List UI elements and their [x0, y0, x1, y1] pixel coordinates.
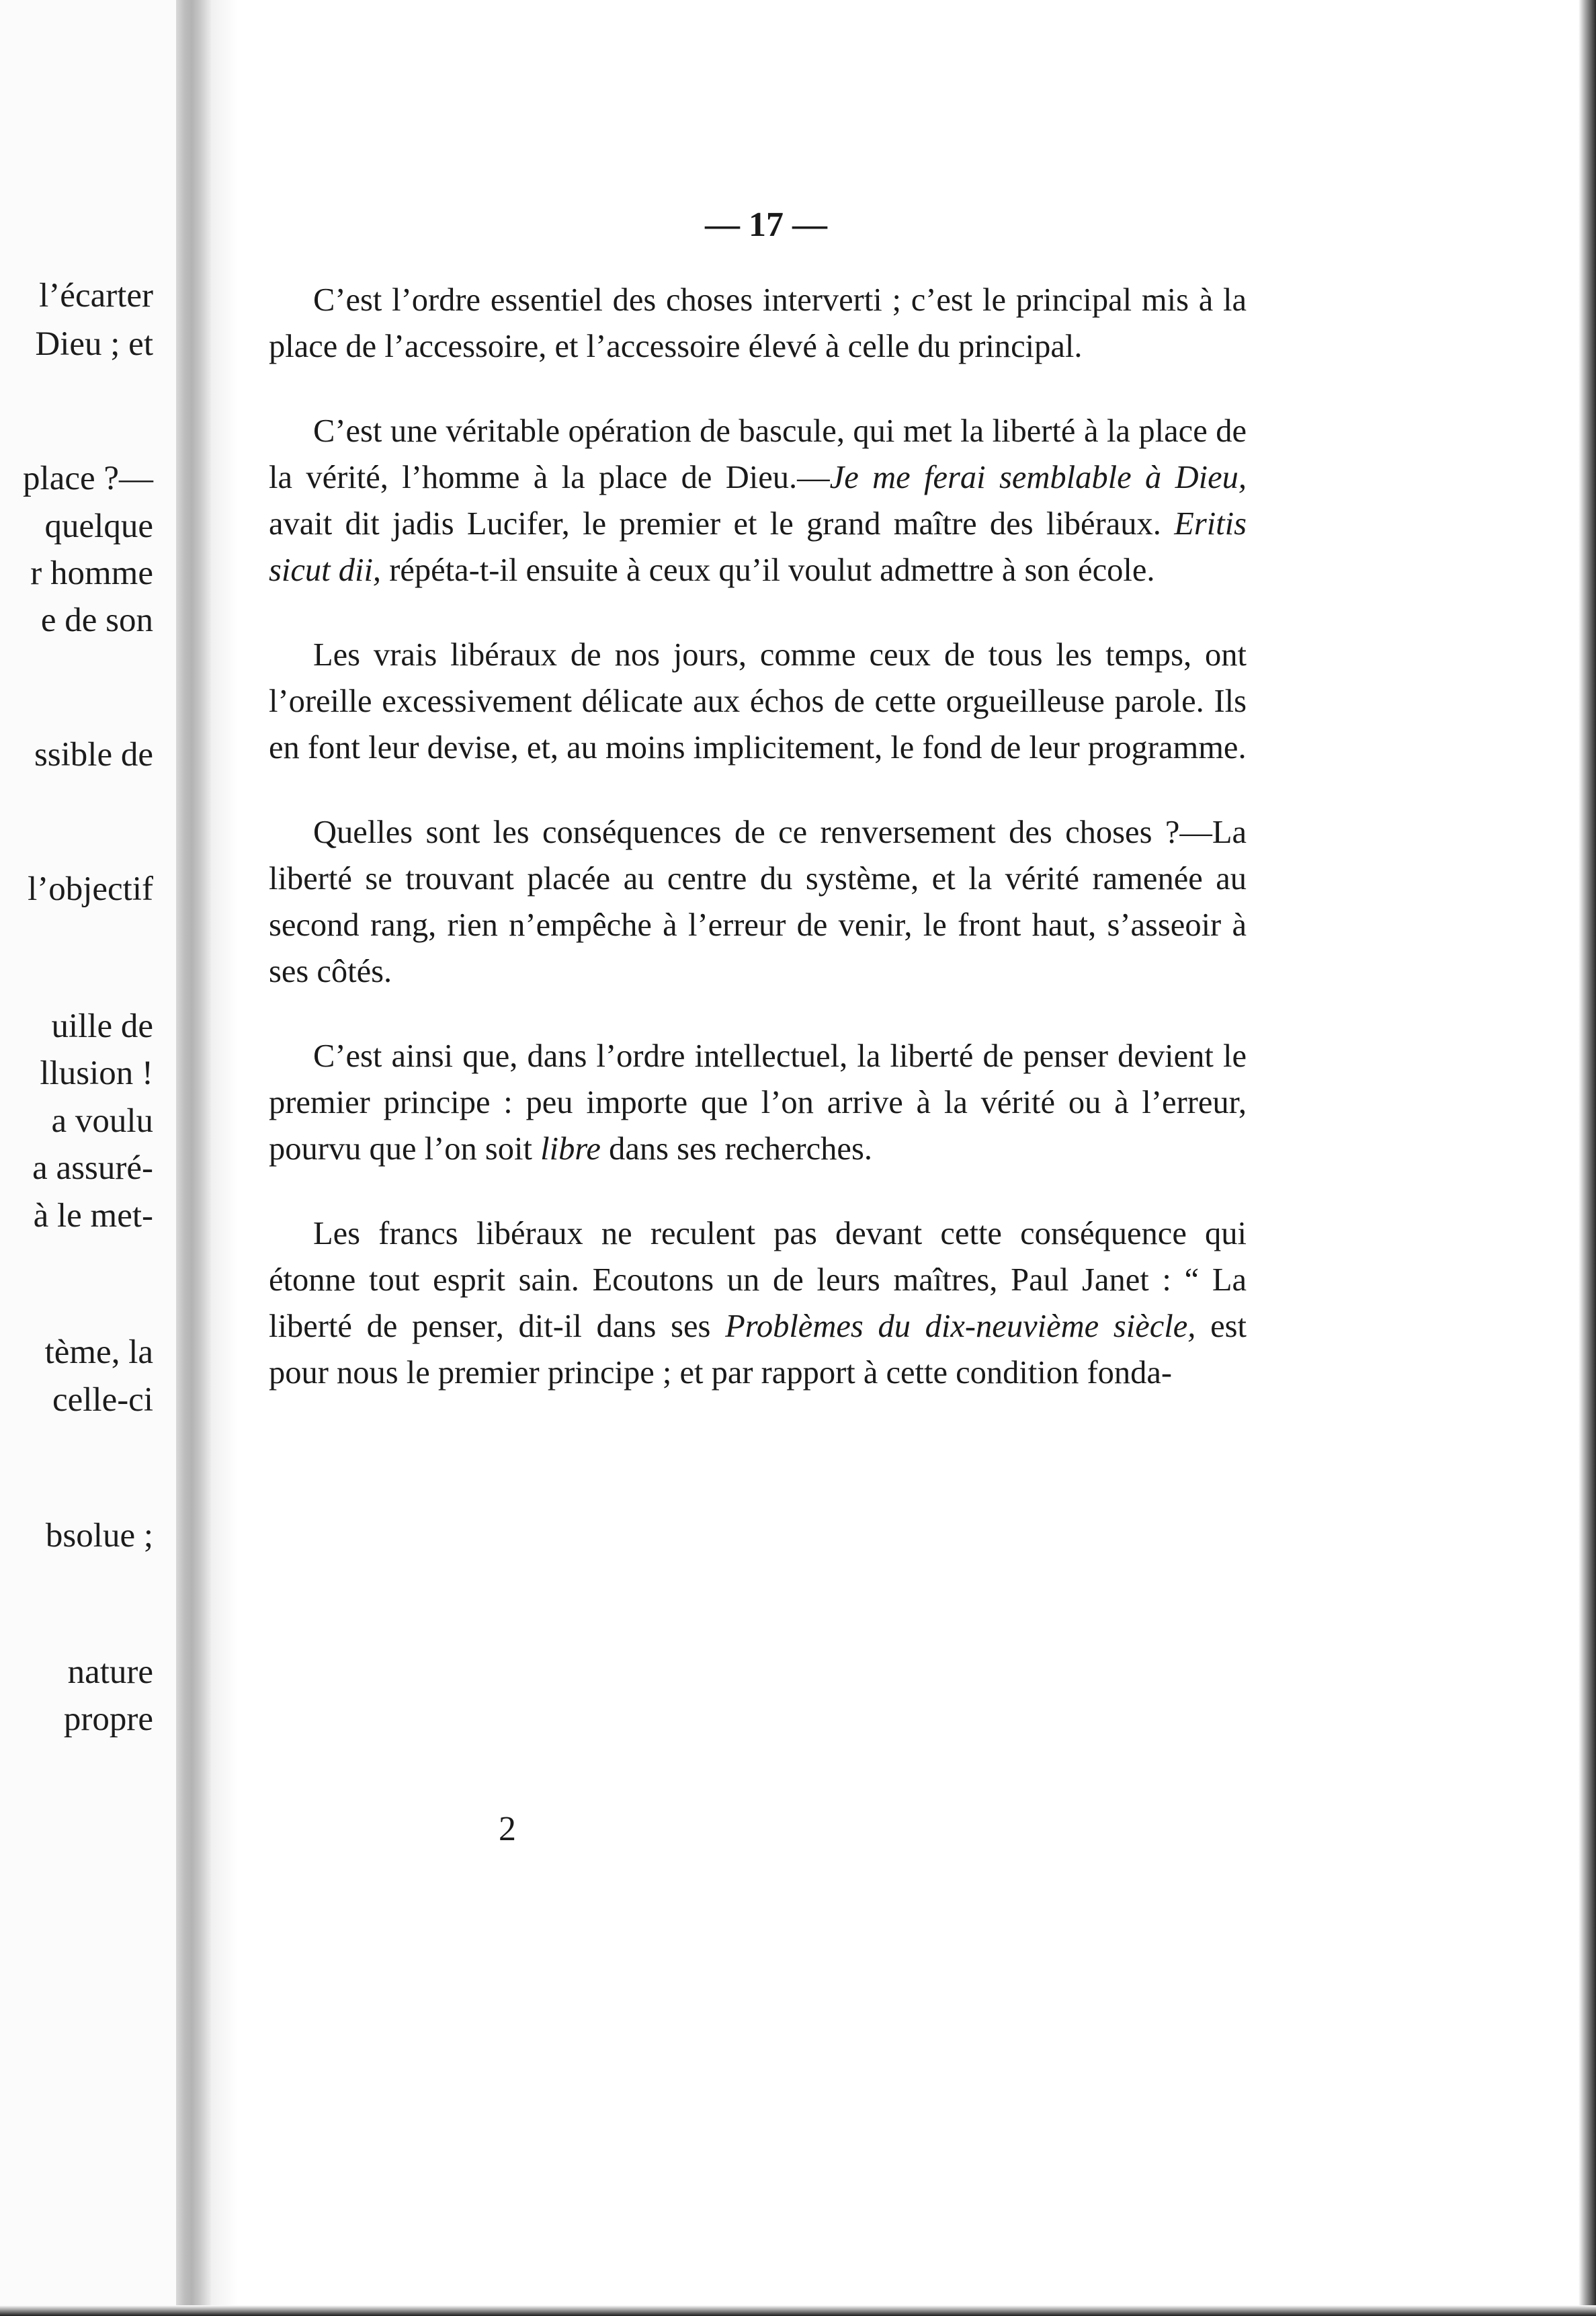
left-fragment-line: bsolue ; — [45, 1517, 153, 1555]
text-segment: dans ses recherches. — [600, 1131, 872, 1167]
left-fragment-line: uille de — [51, 1007, 153, 1045]
book-gutter — [176, 0, 211, 2316]
page-number: — 17 — — [705, 206, 827, 244]
left-fragment-line: nature — [67, 1653, 153, 1691]
left-fragment-line: a assuré- — [32, 1149, 153, 1187]
left-fragment-line: a voulu — [51, 1102, 153, 1140]
left-fragment-line: celle-ci — [52, 1381, 153, 1419]
left-fragment-line: tème, la — [44, 1333, 153, 1371]
left-page-fragment — [0, 0, 176, 2316]
left-fragment-line: ssible de — [34, 736, 153, 774]
gutter-shadow — [211, 0, 238, 2316]
left-fragment-line: propre — [63, 1700, 153, 1738]
left-fragment-line: llusion ! — [40, 1054, 153, 1092]
paragraph — [269, 809, 1247, 995]
text-segment: C’est ainsi que, dans l’ordre intellectuel, la liberté de penser devient le premier principe : peu importe que l’on arrive à la vérité ou à l’erreur, pourvu que l’on soit — [269, 1038, 1247, 1167]
page-right-edge — [1579, 0, 1596, 2316]
italic-segment: Eritis sicut dii, — [269, 506, 1247, 588]
paragraph — [269, 408, 1247, 593]
page-bottom-edge — [0, 2305, 1596, 2316]
text-segment: C’est une véritable opération de bascule, qui met la liberté à la place de la vérité, l’homme à la place de Dieu.— — [269, 413, 1247, 495]
paragraph — [269, 1210, 1247, 1396]
left-fragment-line: quelque — [44, 507, 153, 545]
left-fragment-line: l’écarter — [39, 277, 153, 315]
left-fragment-line: l’objectif — [28, 870, 153, 908]
page-body — [269, 277, 1247, 1434]
text-segment: avait dit jadis Lucifer, le premier et le grand maître des libéraux. — [269, 506, 1175, 542]
signature-mark: 2 — [499, 1810, 516, 1848]
paragraph — [269, 1033, 1247, 1172]
italic-segment: Problèmes du dix-neuvième siècle, — [725, 1309, 1196, 1344]
paragraph — [269, 277, 1247, 370]
text-segment: répéta-t-il ensuite à ceux qu’il voulut admettre à son école. — [381, 552, 1155, 588]
text-segment: C’est l’ordre essentiel des choses interverti ; c’est le principal mis à la place de l’accessoire, et l’accessoire élevé à celle du principal. — [269, 282, 1247, 364]
text-segment: Les francs libéraux ne reculent pas devant cette conséquence qui étonne tout esprit sain. Ecoutons un de leurs maîtres, Paul Janet : “ La liberté de penser, dit-il dans ses — [269, 1216, 1247, 1344]
left-fragment-line: e de son — [40, 602, 153, 639]
left-fragment-line: à le met- — [33, 1197, 153, 1235]
left-fragment-line: place ?— — [23, 460, 153, 497]
text-segment: est pour nous le premier principe ; et par rapport à cette condition fonda- — [269, 1309, 1247, 1391]
paragraph — [269, 632, 1247, 771]
left-fragment-line: r homme — [30, 554, 153, 592]
text-segment: Les vrais libéraux de nos jours, comme ceux de tous les temps, ont l’oreille excessivement délicate aux échos de cette orgueilleuse parole. Ils en font leur devise, et, au moins implicitement, le fond de leur programme. — [269, 637, 1247, 766]
left-fragment-line: Dieu ; et — [35, 325, 153, 363]
italic-segment: Je me ferai semblable à Dieu, — [829, 460, 1247, 495]
text-segment: Quelles sont les conséquences de ce renversement des choses ?—La liberté se trouvant placée au centre du système, et la vérité ramenée au second rang, rien n’empêche à l’erreur de venir, le front haut, s’asseoir à ses côtés. — [269, 815, 1247, 989]
italic-segment: libre — [540, 1131, 601, 1167]
